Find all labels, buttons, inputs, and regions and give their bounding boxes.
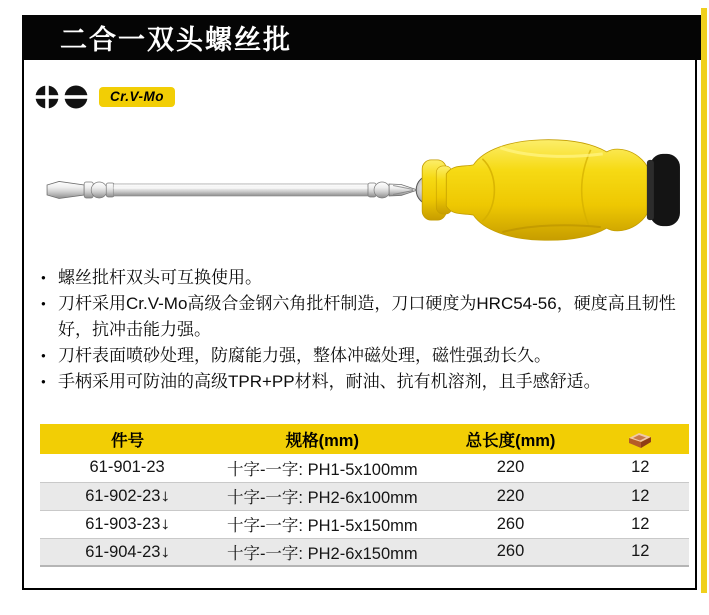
cell-length: 220 xyxy=(496,486,525,505)
cell-qty: 12 xyxy=(631,486,650,505)
cell-part-no: 61-901-23 xyxy=(89,458,165,477)
feature-list xyxy=(41,265,681,395)
cell-length: 260 xyxy=(496,542,525,561)
cell-part-no: 61-904-23↓ xyxy=(85,541,172,561)
header-length: 总长度(mm) xyxy=(429,424,591,454)
table-row xyxy=(40,538,689,566)
feature-item: ● 刀杆采用Cr.V-Mo高级合金钢六角批杆制造，刀口硬度为HRC54-56，硬度高且韧性好，抗冲击能力强。 xyxy=(41,291,681,343)
table-row xyxy=(40,454,689,482)
double-ended-screwdriver-image xyxy=(29,127,691,259)
down-arrow: ↓ xyxy=(160,514,172,533)
carton-icon xyxy=(628,430,652,448)
cell-length: 260 xyxy=(496,514,525,533)
cell-spec: 十字-一字: PH2-6x100mm xyxy=(226,489,418,507)
phillips-head-icon xyxy=(35,85,59,109)
spec-table xyxy=(40,424,689,567)
cell-qty: 12 xyxy=(631,542,650,561)
cell-qty: 12 xyxy=(631,514,650,533)
down-arrow: ↓ xyxy=(160,541,172,561)
page-edge-accent-strip xyxy=(701,8,707,593)
cell-spec: 十字-一字: PH2-6x150mm xyxy=(226,544,418,563)
cell-spec: 十字-一字: PH1-5x100mm xyxy=(226,460,418,479)
cell-qty: 12 xyxy=(631,458,650,477)
cell-part-no: 61-902-23↓ xyxy=(85,486,172,505)
header-spec: 规格(mm) xyxy=(215,424,429,454)
header-part-no: 件号 xyxy=(40,424,215,454)
header-qty xyxy=(592,424,689,454)
feature-item: ● 手柄采用可防油的高级TPR+PP材料，耐油、抗有机溶剂，且手感舒适。 xyxy=(41,369,681,395)
table-row xyxy=(40,482,689,510)
feature-item: ● 螺丝批杆双头可互换使用。 xyxy=(41,265,681,291)
table-row xyxy=(40,510,689,538)
page-title: 二合一双头螺丝批 xyxy=(60,25,292,55)
product-card xyxy=(22,15,697,590)
table-header-row xyxy=(40,424,689,454)
crv-mo-badge: Cr.V-Mo xyxy=(99,87,175,107)
down-arrow: ↓ xyxy=(160,486,172,505)
cell-length: 220 xyxy=(496,458,525,477)
cell-spec: 十字-一字: PH1-5x150mm xyxy=(226,517,418,535)
cell-part-no: 61-903-23↓ xyxy=(85,514,172,533)
drive-type-icons-row xyxy=(35,85,175,109)
feature-item: ● 刀杆表面喷砂处理，防腐能力强，整体冲磁处理，磁性强劲长久。 xyxy=(41,343,681,369)
title-bar xyxy=(22,15,701,60)
slotted-head-icon xyxy=(64,85,88,109)
